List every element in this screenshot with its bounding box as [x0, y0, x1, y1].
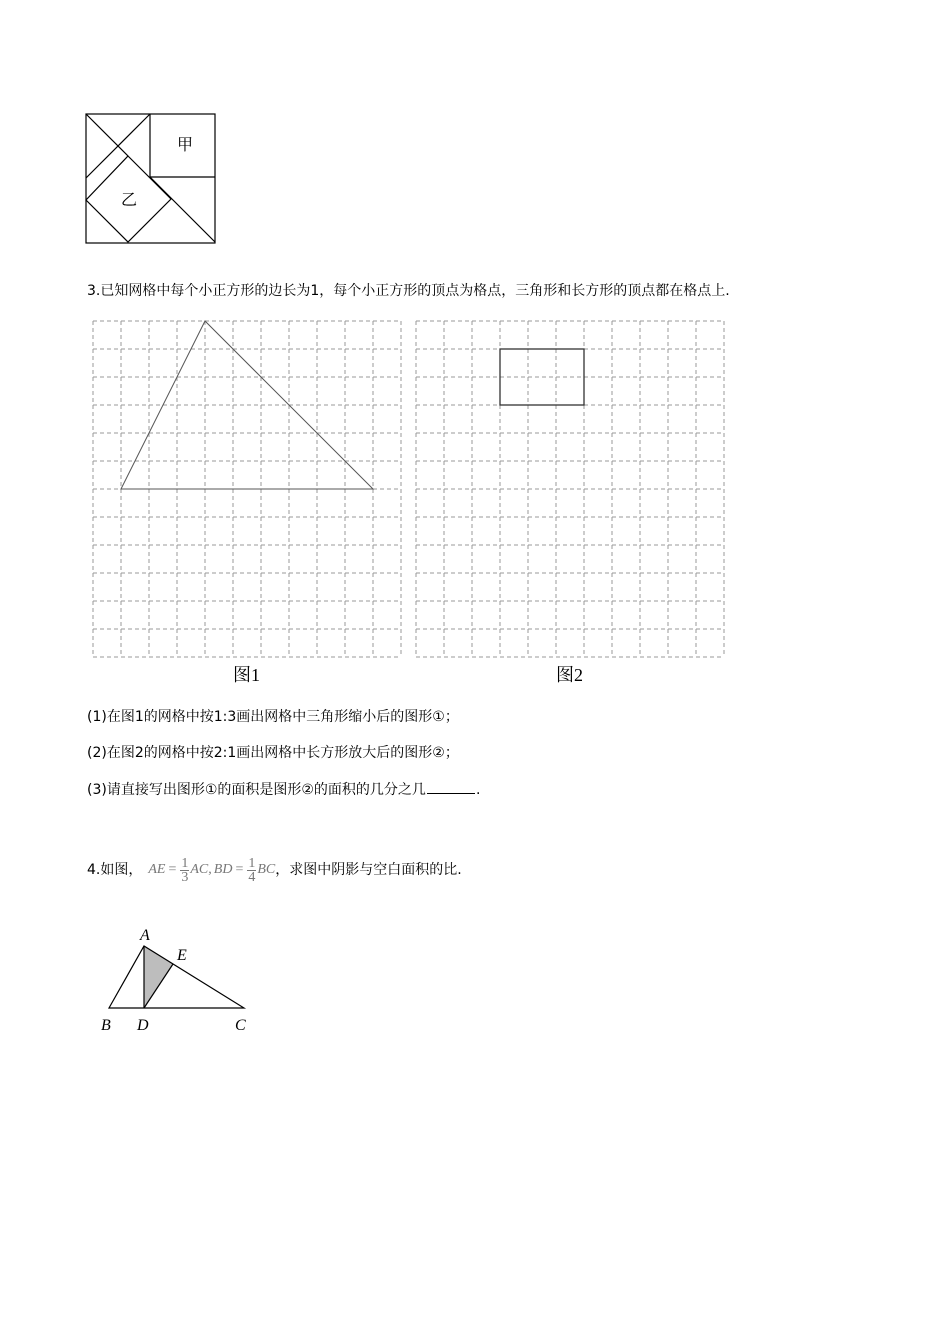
frac-denominator: 3 [181, 869, 189, 885]
tangram-figure [85, 112, 218, 245]
q4-bc: BC [257, 862, 276, 877]
frac-numerator: 1 [181, 855, 189, 871]
q3-stem: 3.已知网格中每个小正方形的边长为1，每个小正方形的顶点为格点，三角形和长方形的顶点都在格点上. [87, 283, 730, 299]
tangram-line [86, 114, 128, 156]
q3-part3-end: . [475, 782, 481, 798]
triangle-figure-q4 [95, 920, 265, 1040]
q4-ae: AE [148, 862, 166, 877]
q4-comma: , [208, 862, 212, 877]
grid-figure-1 [90, 318, 406, 660]
frac-numerator: 1 [248, 855, 256, 871]
grid-figure-2 [413, 318, 729, 660]
answer-blank[interactable] [427, 779, 475, 794]
q4-prefix: 4.如图， [87, 862, 143, 878]
q4-ac: AC [190, 862, 209, 877]
label-a: A [140, 927, 150, 944]
q4-frac-one-fourth [247, 857, 256, 884]
label-d: D [137, 1017, 149, 1034]
q4-eq1: = [168, 862, 177, 877]
fig2-label: 图2 [556, 665, 583, 685]
q3-part2: (2)在图2的网格中按2:1画出网格中长方形放大后的图形②； [87, 745, 459, 761]
q3-part3-text: (3)请直接写出图形①的面积是图形②的面积的几分之几 [87, 782, 426, 798]
q4-eq2: = [235, 862, 244, 877]
q4-frac-one-third [180, 857, 189, 884]
q4-suffix: ，求图中阴影与空白面积的比. [275, 862, 462, 878]
q4-stem [87, 852, 462, 888]
label-e: E [177, 947, 187, 964]
fig1-label: 图1 [233, 665, 260, 685]
label-c: C [235, 1017, 246, 1034]
q4-bd: BD [213, 862, 233, 877]
tangram-label-yi: 乙 [120, 190, 138, 209]
label-b: B [101, 1017, 111, 1034]
frac-denominator: 4 [248, 869, 256, 885]
q3-part3 [87, 779, 480, 800]
tangram-label-jia: 甲 [176, 135, 194, 154]
q3-part1: (1)在图1的网格中按1:3画出网格中三角形缩小后的图形①； [87, 709, 459, 725]
